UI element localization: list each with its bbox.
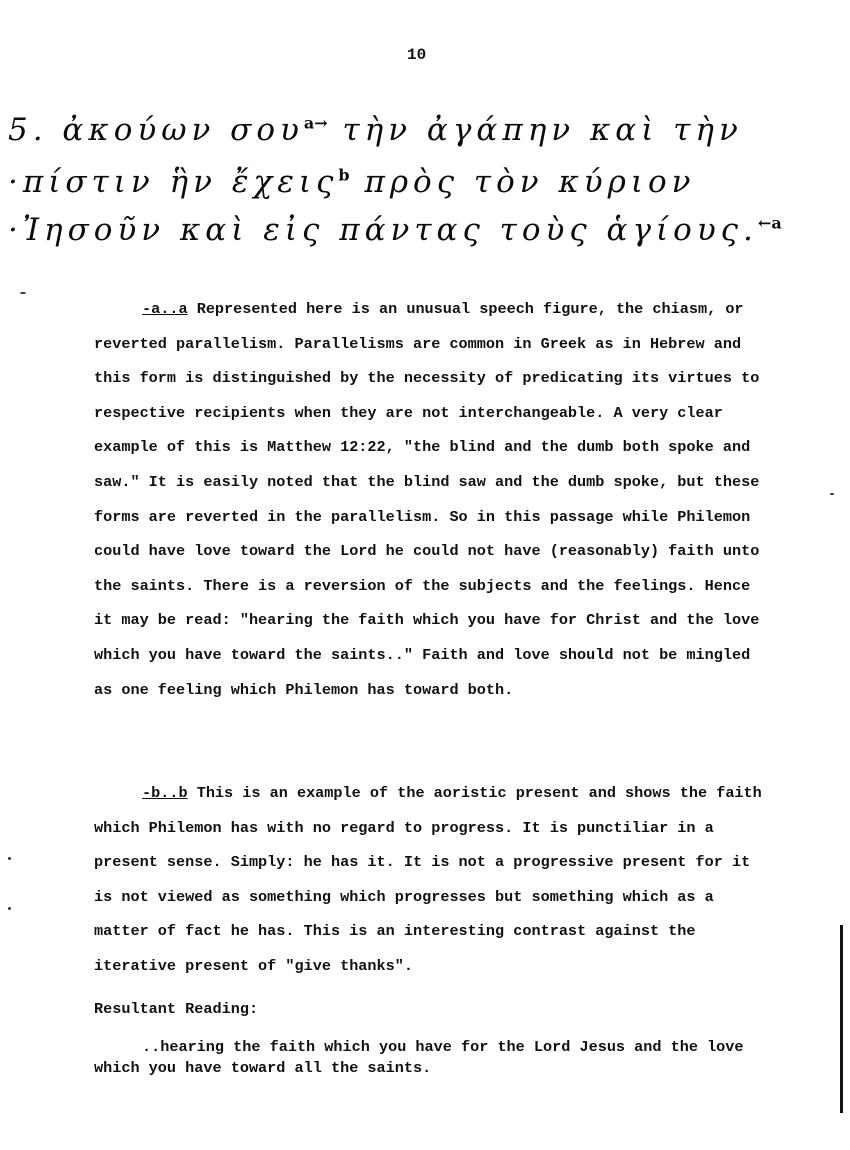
note-marker-b: -b..b: [142, 784, 188, 802]
greek-verse-line-3: [8, 212, 828, 248]
note-marker-a: -a..a: [142, 300, 188, 318]
greek-footnote-mark-a: a→: [303, 113, 328, 133]
note-paragraph-b: [94, 776, 774, 984]
greek-line-2-rest: πρὸς τὸν κύριον: [364, 164, 696, 200]
resultant-reading-heading: Resultant Reading:: [94, 1000, 259, 1018]
resultant-reading-text: [94, 1037, 784, 1079]
greek-verse-line-2: [8, 164, 828, 200]
scan-speck: [8, 907, 11, 910]
greek-line-1-rest: τὴν ἀγάπην καὶ τὴν: [342, 112, 743, 148]
scan-speck: [8, 857, 11, 860]
greek-footnote-mark-a-end: ←a: [757, 213, 782, 233]
resultant-reading-body: ..hearing the faith which you have for the Lord Jesus and the love which you have toward all the saints.: [94, 1038, 744, 1077]
greek-line-2-text: ·πίστιν ἣν ἔχεις: [8, 164, 339, 200]
note-text-a: Represented here is an unusual speech figure, the chiasm, or reverted parallelism. Parallelisms are common in Greek as in Hebrew and this form is distinguished by the necessity of predicating its virtues to respective recipients when they are not interchangeable. A very clear example of this is Matthew 12:22, "the blind and the dumb both spoke and saw." It is easily noted that the blind saw and the dumb spoke, but these forms are reverted in the parallelism. So in this passage while Philemon could have love toward the Lord he could not have (reasonably) faith unto the saints. There is a reversion of the subjects and the feelings. Hence it may be read: "hearing the faith which you have for Christ and the love which you have toward the saints.." Faith and love should not be mingled as one feeling which Philemon has toward both.: [94, 300, 760, 699]
greek-line-3-text: ·Ἰησοῦν καὶ εἰς πάντας τοὺς ἁγίους.: [8, 212, 758, 248]
greek-line-1-text: 5. ἀκούων σου: [8, 112, 304, 148]
greek-verse-line-1: [8, 112, 828, 148]
greek-footnote-mark-b: b: [338, 165, 350, 185]
margin-vertical-rule: [840, 925, 843, 1113]
scan-speck: [20, 292, 26, 294]
note-text-b: This is an example of the aoristic present and shows the faith which Philemon has with no regard to progress. It is punctiliar in a present sense. Simply: he has it. It is not a progressive present for it is not viewed as something which progresses but something which as a matter of fact he has. This is an interesting contrast against the iterative present of "give thanks".: [94, 784, 762, 975]
page-number: 10: [407, 46, 427, 64]
scan-speck: [830, 493, 834, 495]
note-paragraph-a: [94, 292, 774, 707]
